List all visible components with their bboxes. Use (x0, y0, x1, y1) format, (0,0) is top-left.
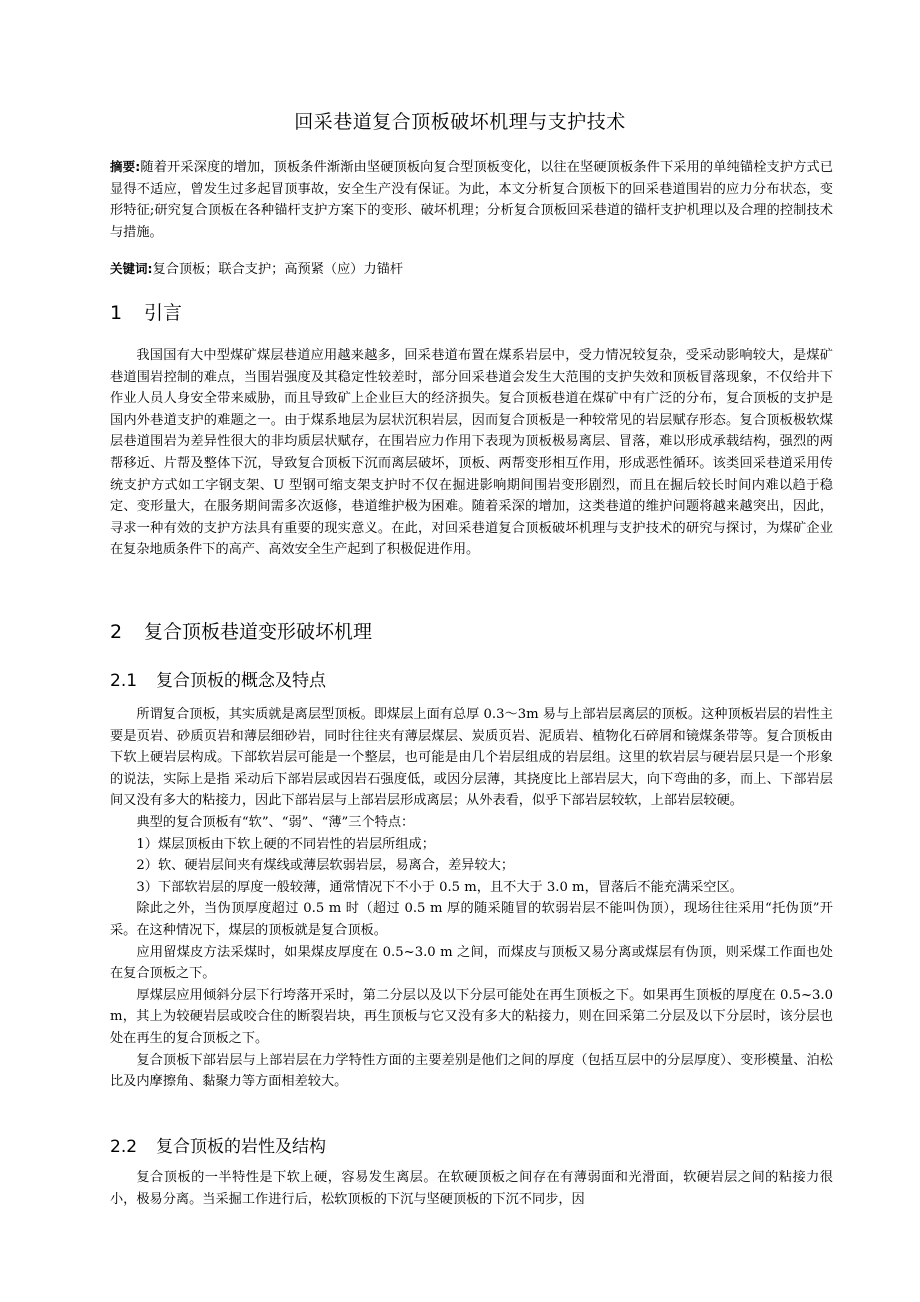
section-title: 引言 (144, 302, 183, 324)
section-2-heading (110, 619, 833, 645)
paragraph: 典型的复合顶板有“软”、“弱”、“薄”三个特点： (136, 814, 415, 830)
section-number: 2 (110, 621, 123, 643)
abstract (110, 156, 833, 243)
section-title: 复合顶板巷道变形破坏机理 (144, 621, 373, 643)
section-2-1-heading (110, 669, 833, 693)
keywords (110, 258, 833, 281)
paragraph: 复合顶板下部岩层与上部岩层在力学特性方面的主要差别是他们之间的厚度（包括互层中的分层厚度）、变形模量、泊松比及内摩擦角、黏聚力等方面相差较大。 (110, 1052, 833, 1090)
paragraph: 我国国有大中型煤矿煤层巷道应用越来越多，回采巷道布置在煤系岩层中，受力情况较复杂，受采动影响较大，是煤矿巷道围岩控制的难点，当围岩强度及其稳定性较差时，部分回采巷道会发生大范围的支护失效和顶板冒落现象，不仅给井下作业人员人身安全带来威胁，而且导致矿上企业巨大的经济损失。复合顶板巷道在煤矿中有广泛的分布，复合顶板的支护是国内外巷道支护的难题之一。由于煤系地层为层状沉积岩层，因而复合顶板是一种较常见的岩层赋存形态。复合顶板极软煤层巷道围岩为差异性很大的非均质层状赋存，在围岩应力作用下表现为顶板极易离层、冒落，难以形成承载结构，强烈的两帮移近、片帮及整体下沉，导致复合顶板下沉而离层破坏，顶板、两帮变形相互作用，形成恶性循环。该类回采巷道采用传统支护方式如工字钢支架、U 型钢可缩支架支护时不仅在掘进影响期间围岩变形剧烈，而且在掘后较长时间内难以趋于稳定、变形量大，在服务期间需多次返修，巷道维护极为困难。随着采深的增加，这类巷道的维护问题将越来越突出，因此，寻求一种有效的支护方法具有重要的现实意义。在此，对回采巷道复合顶板破坏机理与支护技术的研究与探讨，为煤矿企业在复杂地质条件下的高产、高效安全生产起到了积极促进作用。 (110, 348, 833, 558)
paper-title: 回采巷道复合顶板破坏机理与支护技术 (294, 111, 626, 133)
subsection-title: 复合顶板的岩性及结构 (156, 1137, 326, 1157)
abstract-text: 随着开采深度的增加，顶板条件渐渐由坚硬顶板向复合型顶板变化，以往在坚硬顶板条件下采用的单纯锚栓支护方式已显得不适应，曾发生过多起冒顶事故，安全生产没有保证。为此，本文分析复合顶板下的回采巷道围岩的应力分布状态，变形特征;研究复合顶板在各种锚杆支护方案下的变形、破坏机理；分析复合顶板回采巷道的锚杆支护机理以及合理的控制技术与措施。 (110, 160, 834, 240)
paragraph: 所谓复合顶板，其实质就是离层型顶板。即煤层上面有总厚 0.3～3m 易与上部岩层离层的顶板。这种顶板岩层的岩性主要是页岩、砂质页岩和薄层细砂岩，同时往往夹有薄层煤层、炭质页岩、泥质岩、植物化石碎屑和镜煤条带等。复合顶板由下软上硬岩层构成。下部软岩层可能是一个整层，也可能是由几个岩层组成的岩层组。这里的软岩层与硬岩层只是一个形象的说法，实际上是指 采动后下部岩层或因岩石强度低，或因分层薄，其挠度比上部岩层大，向下弯曲的多，而上、下部岩层间又没有多大的粘接力，因此下部岩层与上部岩层形成离层；从外表看，似乎下部岩层较软，上部岩层较硬。 (110, 707, 833, 809)
section-2-1-body (110, 704, 833, 1093)
paragraph: 复合顶板的一半特性是下软上硬，容易发生离层。在软硬顶板之间存在有薄弱面和光滑面，软硬岩层之间的粘接力很小，极易分离。当采掘工作进行后，松软顶板的下沉与坚硬顶板的下沉不同步，因 (110, 1170, 833, 1207)
section-2-2-heading (110, 1135, 833, 1159)
list-item: 1）煤层顶板由下软上硬的不同岩性的岩层所组成； (136, 836, 435, 852)
subsection-number: 2.1 (110, 671, 138, 691)
paragraph: 厚煤层应用倾斜分层下行垮落开采时，第二分层以及以下分层可能处在再生顶板之下。如果再生顶板的厚度在 0.5~3.0 m，其上为较硬岩层或咬合住的断裂岩块，再生顶板与它又没有多大的粘接力，则在回采第二分层及以下分层时，该分层也处在再生的复合顶板之下。 (110, 987, 833, 1046)
section-1-body (110, 345, 833, 561)
keywords-label: 关键词: (110, 261, 153, 276)
list-item: 3）下部软岩层的厚度一般较薄，通常情况下不小于 0.5 m，且不大于 3.0 m，冒落后不能充满采空区。 (136, 879, 743, 895)
paragraph: 应用留煤皮方法采煤时，如果煤皮厚度在 0.5~3.0 m 之间，而煤皮与顶板又易分离或煤层有伪顶，则采煤工作面也处在复合顶板之下。 (110, 944, 833, 982)
keywords-text: 复合顶板；联合支护；高预紧（应）力锚杆 (152, 262, 404, 277)
subsection-title: 复合顶板的概念及特点 (156, 671, 326, 691)
list-item: 2）软、硬岩层间夹有煤线或薄层软弱岩层，易离合，差异较大； (136, 858, 515, 874)
section-number: 1 (110, 302, 123, 324)
section-2-2-body (110, 1167, 833, 1210)
paragraph: 除此之外，当伪顶厚度超过 0.5 m 时（超过 0.5 m 厚的随采随冒的软弱岩层不能叫伪顶），现场往往采用“托伪顶”开采。在这种情况下，煤层的顶板就是复合顶板。 (110, 901, 833, 938)
section-1-heading (110, 300, 833, 326)
subsection-number: 2.2 (110, 1137, 138, 1157)
abstract-label: 摘要: (110, 159, 141, 174)
